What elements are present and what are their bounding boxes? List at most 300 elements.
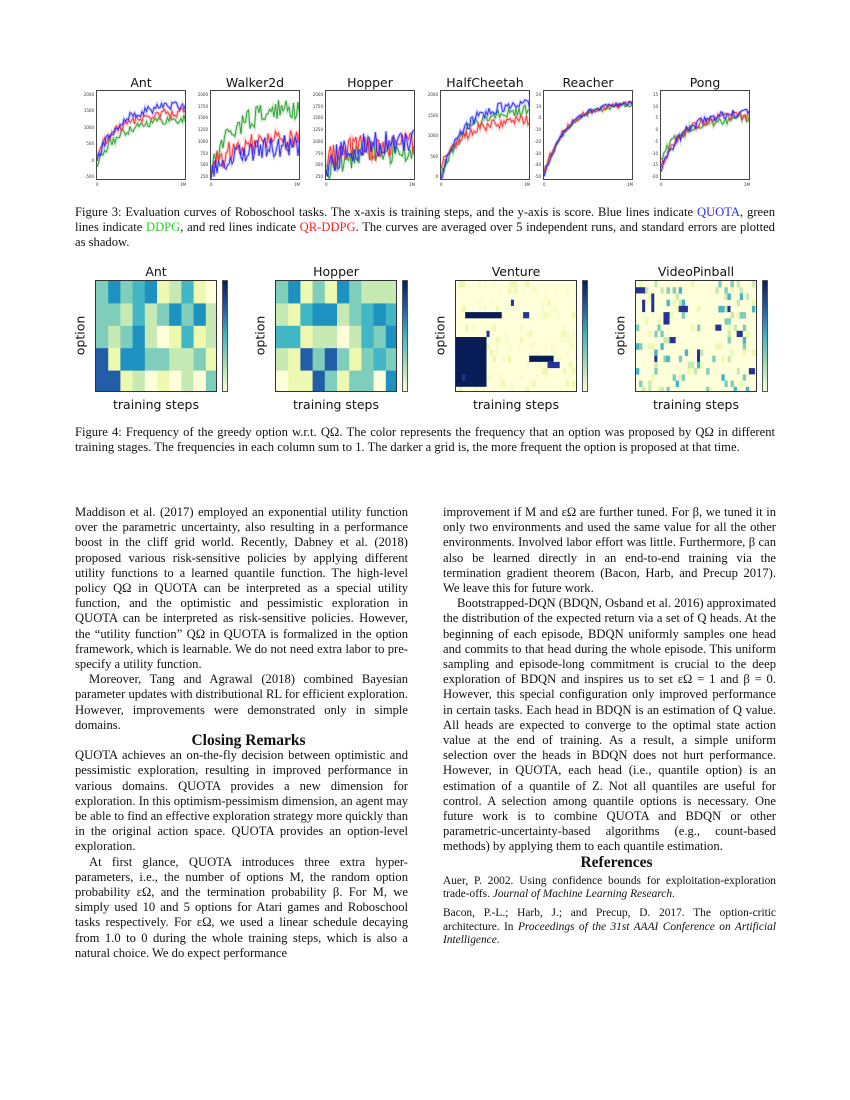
figure-4-cell xyxy=(737,300,740,307)
figure-4-cell xyxy=(673,300,676,307)
figure-4-cell xyxy=(133,348,146,371)
figure-4-cell xyxy=(511,387,514,392)
figure-4-ylabel: option xyxy=(252,315,268,356)
figure-4-cell xyxy=(544,374,547,381)
figure-4-cell xyxy=(642,300,645,312)
figure-4-cell xyxy=(194,326,207,349)
figure-4-cell xyxy=(679,287,682,294)
figure-4-cell xyxy=(169,326,182,349)
figure-3-plot-walker2d xyxy=(210,90,300,180)
figure-3-ytick: -500 xyxy=(84,174,94,179)
figure-4-cell xyxy=(731,381,734,388)
figure-4-cell xyxy=(554,287,557,294)
figure-4-cell xyxy=(487,343,490,350)
figure-4-cell xyxy=(490,374,493,381)
figure-4-cell xyxy=(755,349,757,356)
figure-4-cell xyxy=(548,362,560,368)
figure-4-cell xyxy=(120,303,133,326)
reference-auer xyxy=(443,875,776,902)
figure-4-cell xyxy=(737,331,743,337)
figure-4-cell xyxy=(654,331,657,338)
figure-4-cell xyxy=(569,337,572,344)
figure-4-cell xyxy=(349,303,362,326)
figure-4-cell xyxy=(572,343,575,350)
figure-3-ytick: 250 xyxy=(200,174,208,179)
figure-4-cell xyxy=(496,337,499,344)
figure-4-cell xyxy=(743,325,746,332)
figure-4-cell xyxy=(676,293,679,300)
figure-4-cell xyxy=(731,312,734,319)
figure-4-cell xyxy=(654,368,657,375)
figure-3-xtick: 0 xyxy=(543,182,546,187)
figure-4-cell xyxy=(569,374,572,381)
figure-3-ytick: 2000 xyxy=(312,92,323,97)
figure-3-ytick: 0 xyxy=(91,157,94,163)
figure-4-cell xyxy=(157,371,170,392)
figure-3-ytick: 1000 xyxy=(427,133,438,138)
figure-4-cell xyxy=(181,371,194,392)
figure-4-cell xyxy=(194,371,207,392)
figure-4-cell xyxy=(541,300,544,307)
ref-venue: Journal of Machine Learning Research xyxy=(492,888,673,901)
figure-4-cell xyxy=(654,349,657,356)
figure-3-ytick: 500 xyxy=(200,162,208,168)
figure-3-ytick: 1000 xyxy=(197,138,208,144)
figure-3-ytick: 1000 xyxy=(312,138,323,144)
figure-4-cell xyxy=(673,374,676,381)
figure-3-ytick: 2000 xyxy=(197,92,208,97)
figure-4-cell xyxy=(133,281,146,304)
figure-4-cell xyxy=(541,306,544,313)
figure-4-cell xyxy=(325,303,338,326)
figure-4-cell xyxy=(694,368,697,375)
figure-4-cell xyxy=(654,362,657,369)
figure-4-cell xyxy=(465,325,468,332)
figure-4-cell xyxy=(724,293,727,300)
figure-4-cell xyxy=(490,349,493,356)
figure-4-cell xyxy=(157,303,170,326)
figure-3-xtick: 0 xyxy=(96,182,99,187)
figure-3-ytick: 1250 xyxy=(197,127,208,133)
figure-3-xtick: 0 xyxy=(210,182,213,187)
figure-4-cell xyxy=(682,312,685,319)
figure-4-cell xyxy=(462,374,465,380)
figure-4-cell xyxy=(276,371,289,392)
figure-4-cell xyxy=(731,287,734,294)
figure-4-cell xyxy=(557,356,560,363)
figure-4-cell xyxy=(474,387,477,392)
figure-4-cell xyxy=(679,300,682,307)
figure-4-cell xyxy=(133,371,146,392)
figure-4-cell xyxy=(679,356,682,363)
figure-4-cell xyxy=(731,281,734,288)
figure-4-cell xyxy=(325,371,338,392)
figure-4-cell xyxy=(676,381,679,388)
figure-4-cell xyxy=(181,326,194,349)
figure-4-cell xyxy=(206,348,217,371)
figure-4-cell xyxy=(734,325,737,332)
figure-4-cell xyxy=(96,348,109,371)
figure-3-xtick: 0 xyxy=(660,182,663,187)
figure-4-cell xyxy=(639,281,642,288)
figure-4-cell xyxy=(563,368,566,375)
figure-4-cell xyxy=(718,343,721,350)
figure-4-cell xyxy=(554,306,557,313)
figure-4-cell xyxy=(682,374,685,381)
figure-4-cell xyxy=(746,331,749,338)
figure-4-cell xyxy=(96,281,109,304)
figure-3-plot-ant xyxy=(96,90,186,180)
caption-text: , green lines indicate xyxy=(75,205,776,234)
reference-bacon xyxy=(443,907,776,948)
figure-4-cell xyxy=(541,368,544,375)
figure-4-cell xyxy=(496,343,499,350)
figure-4-cell xyxy=(288,348,301,371)
figure-4-cell xyxy=(715,343,718,350)
figure-4-cell xyxy=(648,343,651,350)
figure-4-cell xyxy=(636,368,639,375)
figure-4-cell xyxy=(490,300,493,307)
figure-4-cell xyxy=(206,371,217,392)
figure-3-ytick: 0 xyxy=(435,174,438,179)
figure-4-cell xyxy=(514,281,517,288)
caption-text: , and red lines indicate xyxy=(180,220,300,234)
figure-4-cell xyxy=(667,356,670,363)
figure-4-cell xyxy=(462,281,465,288)
figure-4-cell xyxy=(752,349,755,356)
figure-4-cell xyxy=(145,348,158,371)
figure-4-cell xyxy=(667,300,670,307)
figure-4-cell xyxy=(728,331,731,338)
figure-4-cell xyxy=(724,318,727,325)
figure-4-cell xyxy=(493,356,496,363)
figure-4-cell xyxy=(575,293,577,300)
figure-4-cell xyxy=(157,348,170,371)
figure-4-cell xyxy=(557,312,560,319)
figure-4-cell xyxy=(496,349,499,356)
figure-4-cell xyxy=(566,349,569,356)
figure-3-ytick: 1250 xyxy=(312,127,323,133)
figure-4-cell xyxy=(560,387,563,392)
figure-4-cell xyxy=(715,325,721,331)
figure-4-cell xyxy=(120,281,133,304)
figure-4-cell xyxy=(517,343,520,350)
ref-text: Bacon, P.-L.; Harb, J.; and Precup, D. 2017. The option-critic architecture. In xyxy=(443,907,776,933)
figure-4-cell xyxy=(709,387,712,392)
figure-3-series-band xyxy=(544,102,633,177)
figure-4-cell xyxy=(108,281,121,304)
figure-4-cell xyxy=(169,303,182,326)
figure-3-xtick: 0 xyxy=(325,182,328,187)
figure-4-cell xyxy=(639,381,642,388)
figure-4-cell xyxy=(526,362,529,369)
figure-4-cell xyxy=(520,337,523,344)
figure-4-cell xyxy=(636,343,639,350)
figure-4-cell xyxy=(566,337,569,344)
figure-3-ytick: 1500 xyxy=(197,115,208,121)
figure-4-cell xyxy=(520,374,523,381)
figure-4-cell xyxy=(569,343,572,350)
figure-4-cell xyxy=(157,281,170,304)
figure-4-cell xyxy=(667,287,670,294)
figure-4-cell xyxy=(548,300,551,307)
figure-4-caption: Figure 4: Frequency of the greedy option w.r.t. QΩ. The color represents the frequency that an option was proposed by QΩ in different training stages. The frequencies in each column sum to 1. The darker a grid is, the more frequent the option is proposed at that time. xyxy=(75,425,775,454)
figure-4-ylabel: option xyxy=(612,315,628,356)
figure-4-cell xyxy=(325,326,338,349)
figure-4-cell xyxy=(560,356,563,363)
figure-4-cell xyxy=(169,371,182,392)
figure-4-cell xyxy=(572,368,575,375)
figure-4-cell xyxy=(313,326,326,349)
figure-4-cell xyxy=(169,348,182,371)
figure-4-cell xyxy=(743,343,746,350)
figure-3-plot-title: Reacher xyxy=(562,75,614,90)
figure-4-cell xyxy=(728,356,731,363)
figure-4-cell xyxy=(560,331,563,338)
figure-3-ytick: 1500 xyxy=(427,112,438,118)
figure-4-cell xyxy=(535,349,538,356)
figure-4-cell xyxy=(648,381,651,388)
figure-4-cell xyxy=(697,349,700,361)
figure-4-cell xyxy=(740,381,743,388)
figure-4-cell xyxy=(532,381,535,388)
figure-4-cell xyxy=(508,287,511,294)
figure-4-cell xyxy=(551,343,554,350)
figure-4-cell xyxy=(572,331,575,338)
figure-4-cell xyxy=(374,348,387,371)
figure-3-ytick: -20 xyxy=(651,174,658,179)
figure-4-cell xyxy=(755,281,757,288)
figure-4-cell xyxy=(325,281,338,304)
figure-4-cell xyxy=(456,337,487,387)
figure-4-cell xyxy=(499,337,502,344)
figure-4-cell xyxy=(194,303,207,326)
figure-4-cell xyxy=(459,387,462,392)
figure-4-cell xyxy=(737,281,740,288)
figure-4-cell xyxy=(529,381,532,388)
figure-4-cell xyxy=(673,287,676,294)
right-column xyxy=(443,505,776,948)
figure-4-cell xyxy=(712,356,715,363)
figure-4-cell xyxy=(688,362,691,369)
figure-4-cell xyxy=(206,281,217,304)
figure-4-cell xyxy=(361,348,374,371)
figure-4-cell xyxy=(697,325,700,332)
figure-4-cell xyxy=(96,326,109,349)
figure-4-cell xyxy=(288,281,301,304)
figure-4-cell xyxy=(657,325,660,332)
figure-4-cell xyxy=(108,303,121,326)
figure-3-ytick: 2000 xyxy=(427,92,438,97)
figure-4-cell xyxy=(691,362,694,369)
figure-4-cell xyxy=(505,331,508,338)
figure-3-ytick: -30 xyxy=(534,150,541,156)
figure-3-ytick: 1500 xyxy=(83,108,94,114)
figure-4-cell xyxy=(636,287,645,293)
paragraph: Maddison et al. (2017) employed an exponential utility function over the parametric uncertainty, also resulting in a performance boost in the cliff grid world. Recently, Dabney et al. (2018) proposed various risk-sensitive policies by applying different utility functions to a learned quantile function. The high-level policy QΩ in QUOTA can be interpreted as a special utility function, and the optimistic and pessimistic exploration in QUOTA can be interpreted as risk-sensitive policies. However, the “utility function” QΩ in QUOTA is formalized in the option framework, which is learnable. We do not need extra labor to pre-specify a utility function. xyxy=(75,505,408,672)
figure-4-cell xyxy=(487,331,490,337)
figure-4-cell xyxy=(734,387,737,392)
figure-3-ytick: 1000 xyxy=(83,124,94,130)
figure-4-cell xyxy=(529,331,532,338)
figure-3-ytick: 250 xyxy=(315,174,323,179)
figure-4-cell xyxy=(206,303,217,326)
figure-4-cell xyxy=(728,325,731,332)
figure-4-cell xyxy=(752,281,755,288)
figure-4-cell xyxy=(679,306,688,312)
figure-4-cell xyxy=(752,306,755,313)
figure-4-cell xyxy=(532,287,535,294)
figure-4-cell xyxy=(361,281,374,304)
figure-4-cell xyxy=(679,374,682,381)
figure-3-ytick: 10 xyxy=(535,103,541,109)
figure-4-cell xyxy=(96,371,109,392)
figure-4-ylabel: option xyxy=(72,315,88,356)
figure-4-cell xyxy=(523,312,529,318)
figure-4-cell xyxy=(529,356,553,362)
figure-4-cell xyxy=(746,387,749,392)
figure-4-cell xyxy=(670,312,673,319)
figure-4-cell xyxy=(645,287,648,294)
figure-4-cell xyxy=(575,349,577,356)
figure-4-cell xyxy=(752,300,755,307)
caption-ddpg: DDPG xyxy=(145,220,181,234)
figure-4-xlabel: training steps xyxy=(293,397,379,412)
figure-4-cell xyxy=(120,326,133,349)
figure-4-cell xyxy=(181,348,194,371)
left-column xyxy=(75,505,408,961)
figure-3-plot-title: Hopper xyxy=(347,75,393,90)
figure-3-plot-title: Pong xyxy=(689,75,721,90)
figure-3-xtick: 1M xyxy=(409,182,415,187)
ref-text: . xyxy=(672,888,675,901)
figure-4-cell xyxy=(514,287,517,294)
ref-text: Auer, P. 2002. Using confidence bounds for exploitation-exploration trade-offs. xyxy=(443,874,776,901)
figure-4-cell xyxy=(636,325,639,332)
figure-4-cell xyxy=(493,325,496,332)
figure-4-cell xyxy=(194,348,207,371)
figure-4-cell xyxy=(721,374,724,381)
figure-4-cell xyxy=(724,306,727,313)
figure-4-cell xyxy=(145,371,158,392)
figure-4-cell xyxy=(288,303,301,326)
figure-3-ytick: -50 xyxy=(534,174,541,179)
figure-4-cell xyxy=(288,371,301,392)
figure-4-cell xyxy=(648,293,651,300)
figure-4-cell xyxy=(663,312,669,324)
figure-4-cell xyxy=(386,281,397,304)
figure-4-cell xyxy=(276,326,289,349)
figure-4-cell xyxy=(667,337,670,344)
caption-text: . The curves are averaged over 5 independent runs, and standard errors are plotted as shadow. xyxy=(75,220,775,249)
figure-4-cell xyxy=(697,306,700,313)
figure-4-cell xyxy=(566,381,569,388)
figure-4-cell xyxy=(349,371,362,392)
figure-4-cell xyxy=(526,387,529,392)
figure-4-colorbar xyxy=(222,280,228,392)
figure-4-cell xyxy=(477,300,480,307)
figure-4-cell xyxy=(108,371,121,392)
figure-3-xtick: 1M xyxy=(744,182,750,187)
figure-4-cell xyxy=(505,337,508,344)
figure-4-cell xyxy=(108,348,121,371)
figure-4-cell xyxy=(502,356,505,363)
figure-4-cell xyxy=(654,281,657,288)
figure-4-cell xyxy=(386,348,397,371)
figure-4-cell xyxy=(96,303,109,326)
figure-4-cell xyxy=(663,337,666,344)
figure-4-cell xyxy=(502,381,505,388)
figure-3-plot-reacher xyxy=(543,90,633,180)
figure-3-ytick: -10 xyxy=(534,127,541,133)
figure-4-cell xyxy=(499,381,502,388)
section-heading-closing-remarks: Closing Remarks xyxy=(191,732,306,750)
figure-4-cell xyxy=(349,326,362,349)
figure-3-plot-title: Ant xyxy=(130,75,152,90)
figure-4-cell xyxy=(499,374,502,381)
figure-4-cell xyxy=(572,312,575,319)
figure-3-ytick: 500 xyxy=(86,141,94,147)
figure-4-cell xyxy=(499,287,502,294)
figure-3-ytick: -10 xyxy=(651,150,658,156)
figure-4-plot-title: Hopper xyxy=(313,264,359,279)
figure-4-cell xyxy=(526,281,529,288)
figure-4-cell xyxy=(477,281,480,288)
figure-4-cell xyxy=(563,331,566,338)
figure-3-ytick: 5 xyxy=(655,115,658,121)
figure-4-cell xyxy=(575,381,577,388)
figure-4-cell xyxy=(715,287,718,294)
figure-4-cell xyxy=(682,300,685,307)
figure-4-cell xyxy=(721,306,724,313)
figure-4-cell xyxy=(660,387,663,392)
figure-3-xtick: 1M xyxy=(180,182,186,187)
figure-4-cell xyxy=(685,349,688,356)
figure-4-plot-title: Ant xyxy=(145,264,167,279)
figure-4-cell xyxy=(728,337,731,344)
figure-4-cell xyxy=(157,326,170,349)
figure-3-ytick: -40 xyxy=(534,162,541,168)
figure-4-cell xyxy=(660,331,663,338)
figure-4-cell xyxy=(535,374,538,381)
figure-4-cell xyxy=(697,362,700,369)
figure-4-cell xyxy=(145,281,158,304)
figure-4-cell xyxy=(560,337,563,344)
figure-3-ytick: 10 xyxy=(652,103,658,109)
figure-4-cell xyxy=(361,371,374,392)
figure-4-cell xyxy=(743,337,746,344)
figure-4-cell xyxy=(465,312,502,318)
figure-4-cell xyxy=(688,368,691,375)
figure-3-plot-hopper xyxy=(325,90,415,180)
figure-3-ytick: -20 xyxy=(534,138,541,144)
figure-4-cell xyxy=(459,281,462,288)
figure-4-colorbar xyxy=(762,280,768,392)
paragraph: Bootstrapped-DQN (BDQN, Osband et al. 2016) approximated the distribution of the expected return via a set of Q heads. At the beginning of each episode, BDQN uniformly samples one head and commits to that head during the whole episode. This uniform sampling and episode-long commitment is crucial to the deep exploration of BDQN and inspires us to set εΩ = 1 and β = 0. However, this special configuration only improved performance in certain tasks. Each head in BDQN is an estimation of Q value. All heads are expected to converge to the optimal state action value at the end of training. As a result, a simple uniform selection over the heads in BDQN does not hurt performance. However, in QUOTA, each head (i.e., quantile option) is an estimation of a quantile of Z. Not all quantiles are useful for control. A selection among quantile options is necessary. One future work is to combine QUOTA and BDQN or other parametric-uncertainty-based algorithms (e.g., count-based methods) by applying them to each quantile estimation. xyxy=(443,596,776,854)
figure-4-cell xyxy=(728,318,731,325)
figure-4-cell xyxy=(313,348,326,371)
figure-4-cell xyxy=(706,368,709,375)
figure-4-cell xyxy=(563,325,566,332)
figure-4-cell xyxy=(349,281,362,304)
figure-4-cell xyxy=(718,306,721,313)
caption-text: Figure 3: Evaluation curves of Roboschool tasks. The x-axis is training steps, and the y-axis is score. Blue lines indicate xyxy=(75,205,697,219)
section-heading-references: References xyxy=(580,853,653,871)
figure-4-cell xyxy=(288,326,301,349)
figure-4-cell xyxy=(349,348,362,371)
figure-4-cell xyxy=(743,312,746,319)
figure-4-cell xyxy=(276,281,289,304)
